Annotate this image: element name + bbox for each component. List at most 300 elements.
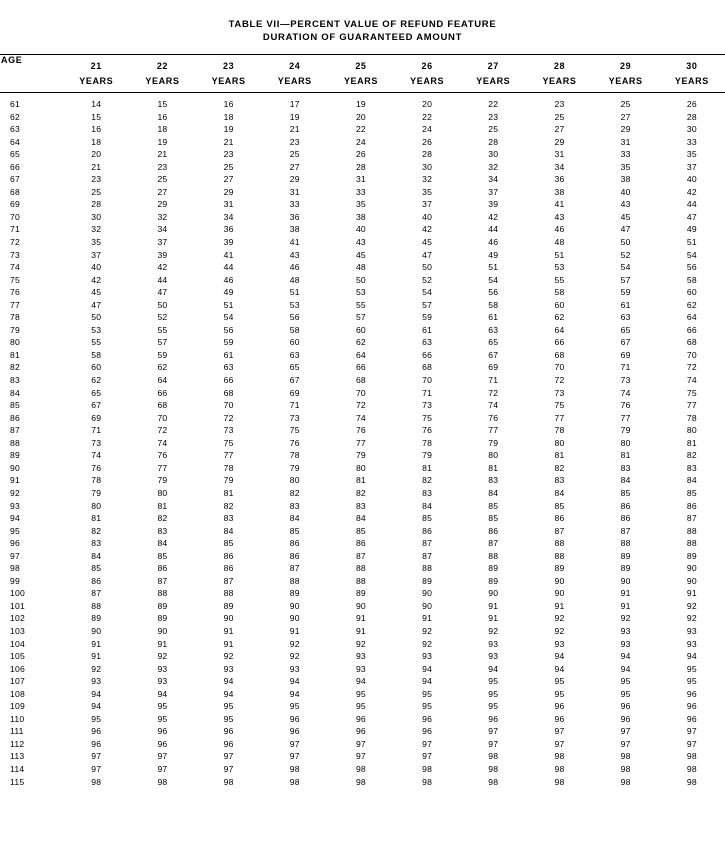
value-cell: 15 — [91, 111, 102, 122]
value-cell: 94 — [355, 676, 366, 687]
value-cell: 31 — [355, 174, 366, 185]
value-cell: 86 — [554, 513, 565, 524]
value-cell: 44 — [488, 224, 499, 235]
value-cell: 25 — [223, 161, 234, 172]
value-cell: 90 — [422, 588, 433, 599]
value-cell: 36 — [554, 174, 565, 185]
table-row — [0, 424, 725, 437]
value-cell: 97 — [488, 738, 499, 749]
value-cell: 58 — [91, 349, 102, 360]
table-title-line-1: TABLE VII—PERCENT VALUE OF REFUND FEATURE — [228, 19, 497, 30]
value-cell: 95 — [223, 701, 234, 712]
age-cell: 75 — [10, 274, 20, 285]
table-row — [0, 688, 725, 701]
value-cell: 26 — [355, 149, 366, 160]
value-cell: 85 — [620, 487, 631, 498]
value-cell: 89 — [686, 550, 697, 561]
value-cell: 76 — [91, 462, 102, 473]
value-cell: 88 — [686, 525, 697, 536]
value-cell: 94 — [620, 651, 631, 662]
column-header-21-unit: YEARS — [79, 76, 114, 86]
value-cell: 19 — [157, 136, 168, 147]
value-cell: 96 — [554, 701, 565, 712]
value-cell: 92 — [620, 613, 631, 624]
table-row — [0, 336, 725, 349]
value-cell: 83 — [223, 513, 234, 524]
table-row — [0, 550, 725, 563]
value-cell: 98 — [422, 776, 433, 787]
value-cell: 90 — [488, 588, 499, 599]
value-cell: 39 — [223, 237, 234, 248]
column-header-26-number: 26 — [421, 61, 433, 71]
value-cell: 92 — [289, 651, 300, 662]
value-cell: 92 — [554, 625, 565, 636]
value-cell: 25 — [91, 186, 102, 197]
age-cell: 113 — [10, 751, 25, 762]
value-cell: 95 — [620, 688, 631, 699]
value-cell: 91 — [355, 613, 366, 624]
value-cell: 45 — [422, 237, 433, 248]
value-cell: 86 — [686, 500, 697, 511]
value-cell: 82 — [223, 500, 234, 511]
value-cell: 60 — [686, 287, 697, 298]
value-cell: 77 — [355, 437, 366, 448]
value-cell: 94 — [488, 663, 499, 674]
value-cell: 81 — [223, 487, 234, 498]
value-cell: 35 — [91, 237, 102, 248]
value-cell: 93 — [157, 663, 168, 674]
value-cell: 92 — [157, 651, 168, 662]
value-cell: 95 — [686, 676, 697, 687]
value-cell: 29 — [554, 136, 565, 147]
value-cell: 97 — [554, 726, 565, 737]
value-cell: 32 — [91, 224, 102, 235]
table-row — [0, 763, 725, 776]
value-cell: 34 — [223, 211, 234, 222]
value-cell: 78 — [686, 412, 697, 423]
value-cell: 87 — [554, 525, 565, 536]
value-cell: 85 — [554, 500, 565, 511]
value-cell: 98 — [620, 776, 631, 787]
value-cell: 83 — [422, 487, 433, 498]
value-cell: 94 — [289, 688, 300, 699]
age-cell: 87 — [10, 425, 20, 436]
value-cell: 81 — [91, 513, 102, 524]
value-cell: 59 — [223, 337, 234, 348]
table-row — [0, 713, 725, 726]
value-cell: 98 — [686, 763, 697, 774]
value-cell: 70 — [422, 375, 433, 386]
value-cell: 76 — [488, 412, 499, 423]
value-cell: 37 — [157, 237, 168, 248]
value-cell: 90 — [355, 600, 366, 611]
value-cell: 87 — [422, 550, 433, 561]
value-cell: 89 — [157, 613, 168, 624]
value-cell: 77 — [223, 450, 234, 461]
value-cell: 97 — [355, 738, 366, 749]
value-cell: 38 — [554, 186, 565, 197]
value-cell: 69 — [620, 349, 631, 360]
age-cell: 110 — [10, 713, 25, 724]
value-cell: 90 — [620, 575, 631, 586]
value-cell: 82 — [554, 462, 565, 473]
value-cell: 23 — [157, 161, 168, 172]
column-header-29-number: 29 — [620, 61, 632, 71]
value-cell: 97 — [422, 738, 433, 749]
value-cell: 66 — [223, 375, 234, 386]
value-cell: 77 — [686, 400, 697, 411]
value-cell: 60 — [289, 337, 300, 348]
value-cell: 97 — [422, 751, 433, 762]
value-cell: 78 — [289, 450, 300, 461]
value-cell: 74 — [91, 450, 102, 461]
column-header-30-unit: YEARS — [674, 76, 709, 86]
value-cell: 46 — [554, 224, 565, 235]
value-cell: 95 — [157, 713, 168, 724]
age-cell: 111 — [10, 726, 24, 737]
value-cell: 88 — [554, 550, 565, 561]
value-cell: 79 — [488, 437, 499, 448]
value-cell: 67 — [289, 375, 300, 386]
value-cell: 78 — [422, 437, 433, 448]
age-cell: 66 — [10, 161, 20, 172]
value-cell: 57 — [157, 337, 168, 348]
value-cell: 68 — [686, 337, 697, 348]
value-cell: 35 — [620, 161, 631, 172]
value-cell: 55 — [554, 274, 565, 285]
value-cell: 86 — [488, 525, 499, 536]
value-cell: 44 — [223, 262, 234, 273]
value-cell: 89 — [157, 600, 168, 611]
value-cell: 40 — [355, 224, 366, 235]
value-cell: 89 — [488, 575, 499, 586]
value-cell: 43 — [554, 211, 565, 222]
value-cell: 97 — [289, 751, 300, 762]
value-cell: 23 — [488, 111, 499, 122]
value-cell: 98 — [620, 751, 631, 762]
value-cell: 89 — [488, 563, 499, 574]
value-cell: 90 — [686, 575, 697, 586]
table-row — [0, 399, 725, 412]
value-cell: 34 — [554, 161, 565, 172]
age-cell: 100 — [10, 588, 25, 599]
value-cell: 62 — [554, 312, 565, 323]
value-cell: 49 — [686, 224, 697, 235]
value-cell: 73 — [91, 437, 102, 448]
value-cell: 30 — [422, 161, 433, 172]
value-cell: 88 — [686, 538, 697, 549]
value-cell: 98 — [289, 776, 300, 787]
table-row — [0, 663, 725, 676]
column-header-27-unit: YEARS — [476, 76, 511, 86]
value-cell: 91 — [91, 651, 102, 662]
value-cell: 97 — [620, 726, 631, 737]
age-cell: 91 — [10, 475, 20, 486]
table-row — [0, 412, 725, 425]
column-header-28-number: 28 — [553, 61, 566, 71]
value-cell: 29 — [223, 186, 234, 197]
value-cell: 57 — [620, 274, 631, 285]
value-cell: 19 — [223, 124, 234, 135]
value-cell: 22 — [422, 111, 433, 122]
value-cell: 54 — [488, 274, 499, 285]
value-cell: 93 — [488, 638, 499, 649]
value-cell: 32 — [488, 161, 499, 172]
value-cell: 98 — [488, 776, 499, 787]
column-header-25-unit: YEARS — [343, 76, 378, 86]
value-cell: 62 — [157, 362, 168, 373]
value-cell: 42 — [157, 262, 168, 273]
value-cell: 97 — [91, 763, 102, 774]
value-cell: 42 — [488, 211, 499, 222]
value-cell: 31 — [223, 199, 234, 210]
value-cell: 88 — [223, 588, 234, 599]
value-cell: 80 — [355, 462, 366, 473]
value-cell: 16 — [157, 111, 168, 122]
value-cell: 96 — [686, 713, 697, 724]
value-cell: 29 — [157, 199, 168, 210]
age-cell: 63 — [10, 124, 20, 135]
value-cell: 66 — [686, 324, 697, 335]
value-cell: 26 — [686, 99, 697, 109]
value-cell: 59 — [422, 312, 433, 323]
value-cell: 21 — [157, 149, 168, 160]
value-cell: 61 — [488, 312, 499, 323]
value-cell: 39 — [488, 199, 499, 210]
age-cell: 83 — [10, 375, 20, 386]
age-cell: 99 — [10, 575, 20, 586]
value-cell: 45 — [91, 287, 102, 298]
value-cell: 58 — [554, 287, 565, 298]
value-cell: 95 — [157, 701, 168, 712]
value-cell: 96 — [223, 738, 234, 749]
age-cell: 101 — [10, 600, 25, 611]
value-cell: 77 — [554, 412, 565, 423]
value-cell: 94 — [289, 676, 300, 687]
column-header-24-number: 24 — [289, 61, 301, 71]
value-cell: 83 — [620, 462, 631, 473]
value-cell: 84 — [422, 500, 433, 511]
value-cell: 51 — [686, 237, 697, 248]
value-cell: 80 — [686, 425, 697, 436]
table-row — [0, 612, 725, 625]
value-cell: 79 — [355, 450, 366, 461]
value-cell: 89 — [355, 588, 366, 599]
value-cell: 68 — [554, 349, 565, 360]
column-header-26-unit: YEARS — [410, 76, 445, 86]
value-cell: 81 — [686, 437, 697, 448]
age-cell: 65 — [10, 149, 20, 160]
value-cell: 62 — [355, 337, 366, 348]
value-cell: 74 — [488, 400, 499, 411]
value-cell: 23 — [223, 149, 234, 160]
value-cell: 46 — [289, 262, 300, 273]
value-cell: 56 — [223, 324, 234, 335]
value-cell: 80 — [91, 500, 102, 511]
value-cell: 81 — [422, 462, 433, 473]
value-cell: 74 — [355, 412, 366, 423]
table-row — [0, 148, 725, 161]
table-row — [0, 349, 725, 362]
value-cell: 67 — [488, 349, 499, 360]
value-cell: 25 — [488, 124, 499, 135]
value-cell: 29 — [289, 174, 300, 185]
table-row — [0, 625, 725, 638]
value-cell: 96 — [289, 713, 300, 724]
value-cell: 52 — [157, 312, 168, 323]
value-cell: 88 — [554, 538, 565, 549]
value-cell: 90 — [554, 588, 565, 599]
value-cell: 72 — [686, 362, 697, 373]
age-cell: 92 — [10, 487, 20, 498]
value-cell: 97 — [554, 738, 565, 749]
value-cell: 95 — [554, 688, 565, 699]
table-row — [0, 173, 725, 186]
table-row — [0, 512, 725, 525]
table-title-line-2: DURATION OF GUARANTEED AMOUNT — [262, 32, 463, 43]
value-cell: 79 — [620, 425, 631, 436]
age-cell: 114 — [10, 763, 25, 774]
value-cell: 93 — [223, 663, 234, 674]
value-cell: 25 — [554, 111, 565, 122]
value-cell: 97 — [686, 738, 697, 749]
value-cell: 91 — [488, 613, 499, 624]
value-cell: 91 — [422, 613, 433, 624]
value-cell: 28 — [686, 111, 697, 122]
value-cell: 96 — [91, 738, 102, 749]
table-row — [0, 361, 725, 374]
table-row — [0, 587, 725, 600]
value-cell: 98 — [488, 763, 499, 774]
value-cell: 94 — [223, 676, 234, 687]
value-cell: 71 — [488, 375, 499, 386]
value-cell: 25 — [289, 149, 300, 160]
value-cell: 90 — [554, 575, 565, 586]
column-header-26-years — [394, 55, 460, 92]
value-cell: 92 — [422, 625, 433, 636]
value-cell: 95 — [223, 713, 234, 724]
value-cell: 86 — [91, 575, 102, 586]
age-cell: 109 — [10, 701, 25, 712]
value-cell: 86 — [289, 550, 300, 561]
value-cell: 42 — [91, 274, 102, 285]
value-cell: 66 — [554, 337, 565, 348]
age-cell: 67 — [10, 174, 20, 185]
value-cell: 87 — [686, 513, 697, 524]
value-cell: 60 — [91, 362, 102, 373]
value-cell: 55 — [355, 299, 366, 310]
value-cell: 94 — [157, 688, 168, 699]
value-cell: 94 — [422, 663, 433, 674]
value-cell: 78 — [91, 475, 102, 486]
value-cell: 96 — [355, 726, 366, 737]
value-cell: 95 — [422, 688, 433, 699]
value-cell: 69 — [91, 412, 102, 423]
value-cell: 17 — [289, 99, 300, 109]
value-cell: 96 — [91, 726, 102, 737]
table-row — [0, 286, 725, 299]
age-cell: 98 — [10, 563, 20, 574]
value-cell: 19 — [355, 99, 366, 109]
value-cell: 37 — [488, 186, 499, 197]
value-cell: 31 — [289, 186, 300, 197]
value-cell: 95 — [488, 676, 499, 687]
table-row — [0, 562, 725, 575]
table-row — [0, 223, 725, 236]
value-cell: 96 — [355, 713, 366, 724]
value-cell: 90 — [91, 625, 102, 636]
value-cell: 95 — [488, 688, 499, 699]
value-cell: 83 — [91, 538, 102, 549]
value-cell: 28 — [355, 161, 366, 172]
table-row — [0, 537, 725, 550]
age-cell: 71 — [10, 224, 20, 235]
value-cell: 41 — [223, 249, 234, 260]
table-row — [0, 186, 725, 199]
value-cell: 44 — [686, 199, 697, 210]
age-cell: 97 — [10, 550, 20, 561]
value-cell: 89 — [91, 613, 102, 624]
table-head — [0, 55, 725, 93]
value-cell: 68 — [422, 362, 433, 373]
value-cell: 82 — [355, 487, 366, 498]
value-cell: 51 — [554, 249, 565, 260]
refund-feature-table — [0, 54, 725, 788]
value-cell: 86 — [223, 563, 234, 574]
value-cell: 82 — [686, 450, 697, 461]
value-cell: 58 — [488, 299, 499, 310]
value-cell: 73 — [422, 400, 433, 411]
value-cell: 91 — [554, 600, 565, 611]
value-cell: 14 — [91, 99, 102, 109]
value-cell: 50 — [157, 299, 168, 310]
value-cell: 75 — [223, 437, 234, 448]
value-cell: 91 — [620, 600, 631, 611]
value-cell: 52 — [620, 249, 631, 260]
value-cell: 74 — [620, 387, 631, 398]
value-cell: 81 — [488, 462, 499, 473]
value-cell: 92 — [91, 663, 102, 674]
value-cell: 73 — [554, 387, 565, 398]
value-cell: 70 — [686, 349, 697, 360]
value-cell: 93 — [355, 663, 366, 674]
value-cell: 70 — [157, 412, 168, 423]
value-cell: 27 — [223, 174, 234, 185]
value-cell: 33 — [686, 136, 697, 147]
column-header-25-years — [328, 55, 394, 92]
value-cell: 19 — [289, 111, 300, 122]
value-cell: 83 — [355, 500, 366, 511]
value-cell: 25 — [620, 99, 631, 109]
age-cell: 72 — [10, 237, 20, 248]
value-cell: 71 — [289, 400, 300, 411]
value-cell: 43 — [289, 249, 300, 260]
value-cell: 53 — [91, 324, 102, 335]
column-header-27-number: 27 — [487, 61, 499, 71]
value-cell: 84 — [488, 487, 499, 498]
value-cell: 87 — [355, 550, 366, 561]
column-header-28-years — [526, 55, 592, 92]
column-header-29-unit: YEARS — [608, 76, 643, 86]
value-cell: 50 — [91, 312, 102, 323]
table-row — [0, 738, 725, 751]
value-cell: 93 — [554, 638, 565, 649]
value-cell: 49 — [488, 249, 499, 260]
column-header-24-years — [262, 55, 328, 92]
age-cell: 79 — [10, 324, 20, 335]
value-cell: 81 — [157, 500, 168, 511]
value-cell: 81 — [355, 475, 366, 486]
